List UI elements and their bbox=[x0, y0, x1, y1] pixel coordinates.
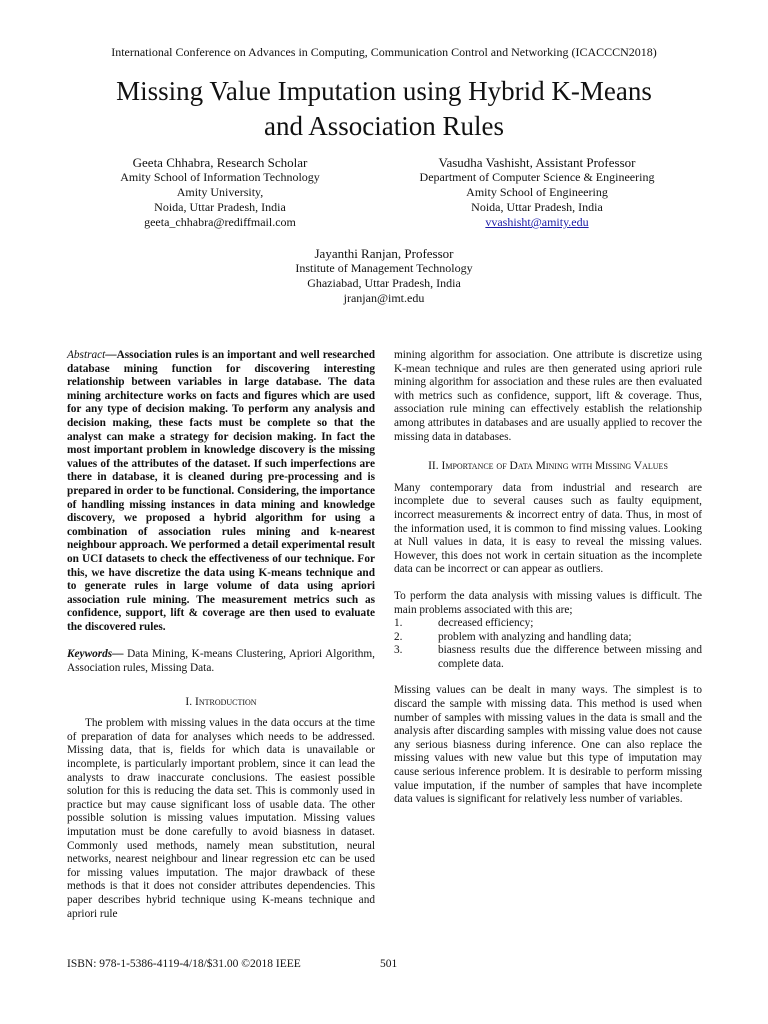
list-item-number: 3. bbox=[394, 644, 403, 657]
keywords-label: Keywords— bbox=[67, 648, 124, 661]
list-item-number: 1. bbox=[394, 617, 403, 630]
introduction-paragraph: The problem with missing values in the data occurs at the time of preparation of data for analyses which needs to be addressed. Missing data, that is, fields for which data is unavailable or incomplete, is particularly important problem, since it can lead the analysts to draw inaccurate conclusions. The easiest possible solution for this is reducing the data set. This is commonly used in practice but may cause significant loss of usable data. The other possible solution is missing values imputation. Missing values imputation must be done carefully to avoid biasness in dataset. Commonly used methods, namely mean substitution, neural networks, nearest neighbour and linear regression etc can be used for missing values imputation. The major drawback of these methods is that it does not consider attributes dependencies. This paper describes hybrid technique using K-means technique and apriori rule bbox=[67, 717, 375, 920]
author-affiliation: Ghaziabad, Uttar Pradesh, India bbox=[307, 276, 461, 290]
author-affiliation: Institute of Management Technology bbox=[295, 261, 473, 275]
importance-paragraph-3: Missing values can be dealt in many ways. The simplest is to discard the sample with missing data. This method is used when number of samples with missing values in the data is small and the analysis after discarding samples with missing value does not cause any serious biasness during inference. One can also replace the missing values with new value but this type of imputation may cause serious inference problem. It is desirable to perform missing value imputation, if the number of samples that have incomplete data values is significant for relatively less number of variables. bbox=[394, 684, 702, 806]
title-line-2: and Association Rules bbox=[264, 111, 504, 141]
author-affiliation: Amity University, bbox=[176, 185, 264, 199]
author-block-3 bbox=[234, 246, 534, 306]
section-heading-introduction: I. Introduction bbox=[185, 695, 257, 708]
author-block-2 bbox=[392, 155, 682, 230]
list-item bbox=[394, 644, 702, 671]
author-name: Geeta Chhabra, Research Scholar bbox=[132, 155, 308, 170]
section-heading-importance: II. Importance of Data Mining with Missing Values bbox=[428, 460, 668, 473]
problems-list bbox=[394, 617, 702, 671]
author-affiliation: Noida, Uttar Pradesh, India bbox=[154, 200, 286, 214]
author-name: Jayanthi Ranjan, Professor bbox=[314, 246, 454, 261]
list-item-text: problem with analyzing and handling data; bbox=[438, 630, 632, 643]
right-column bbox=[394, 349, 702, 807]
keywords-text: Data Mining, K-means Clustering, Apriori Algorithm, Association rules, Missing Data. bbox=[67, 648, 375, 675]
list-item-text: decreased efficiency; bbox=[438, 617, 534, 630]
author-affiliation: Amity School of Engineering bbox=[466, 185, 608, 199]
list-item-text: biasness results due the difference between missing and complete data. bbox=[438, 644, 702, 670]
page-number: 501 bbox=[380, 958, 398, 970]
author-affiliation: Amity School of Information Technology bbox=[120, 170, 320, 184]
left-column bbox=[67, 349, 375, 921]
list-item bbox=[394, 631, 702, 645]
author-affiliation: Department of Computer Science & Engineering bbox=[419, 170, 655, 184]
abstract-text: —Association rules is an important and well researched database mining function for discovering interesting relationship between variables in large database. The data mining architecture works on facts and figures which are used for any type of decision making. To perform any analysis and decision making, these facts must be complete so that the analyst can make a strategy for decision making. In fact the most important problem in knowledge discovery is the missing values of the attributes of the dataset. If such imperfections are there in database, it is cleaned during pre-processing and is prepared in order to be functional. Considering, the importance of handling missing instances in data mining and knowledge discovery, we proposed a hybrid algorithm for using a combination of association rules mining and k-nearest neighbour approach. We performed a detail experimental result on UCI datasets to check the effectiveness of our technique. For this, we have discretize the data using K-means technique and to generate rules in large volume of data using apriori association rule mining. The measurement metrics such as confidence, support, lift & coverage are then used to evaluate the discovered rules. bbox=[67, 349, 375, 633]
footer-isbn: ISBN: 978-1-5386-4119-4/18/$31.00 ©2018 IEEE bbox=[67, 958, 301, 970]
title-line-1: Missing Value Imputation using Hybrid K-Means bbox=[116, 76, 652, 106]
abstract-label: Abstract bbox=[67, 349, 106, 361]
author-email: geeta_chhabra@rediffmail.com bbox=[144, 215, 296, 229]
importance-paragraph-2: To perform the data analysis with missing values is difficult. The main problems associated with this are; bbox=[394, 589, 702, 616]
continuation-paragraph: mining algorithm for association. One attribute is discretize using K-mean technique and rules are then generated using apriori rule mining algorithm for association and these rules are then evaluated with metrics such as confidence, support, lift & coverage. Thus, association rule mining can effectively establish the relationship among attributes in databases and are usually applied to recover the missing data in databases. bbox=[394, 349, 702, 443]
paper-title bbox=[40, 74, 728, 144]
keywords bbox=[67, 648, 375, 675]
author-email-link[interactable]: vvashisht@amity.edu bbox=[485, 215, 589, 229]
importance-paragraph-1: Many contemporary data from industrial and research are incomplete due to several causes such as faulty equipment, incorrect measurements & incorrect entry of data. Thus, in most of the information used, it is common to find missing values. Looking at Null values in data, it is easy to reveal the missing values. However, this does not work in certain situation as the incomplete data can be incorrect or can appear as outliers. bbox=[394, 481, 702, 576]
list-item-number: 2. bbox=[394, 630, 403, 643]
author-email: jranjan@imt.edu bbox=[343, 291, 425, 305]
conference-header: International Conference on Advances in Computing, Communication Control and Networking (ICACCCN2018) bbox=[111, 45, 657, 59]
author-block-1 bbox=[80, 155, 360, 230]
author-name: Vasudha Vashisht, Assistant Professor bbox=[438, 155, 636, 170]
abstract bbox=[67, 349, 375, 634]
list-item bbox=[394, 617, 702, 631]
author-affiliation: Noida, Uttar Pradesh, India bbox=[471, 200, 603, 214]
